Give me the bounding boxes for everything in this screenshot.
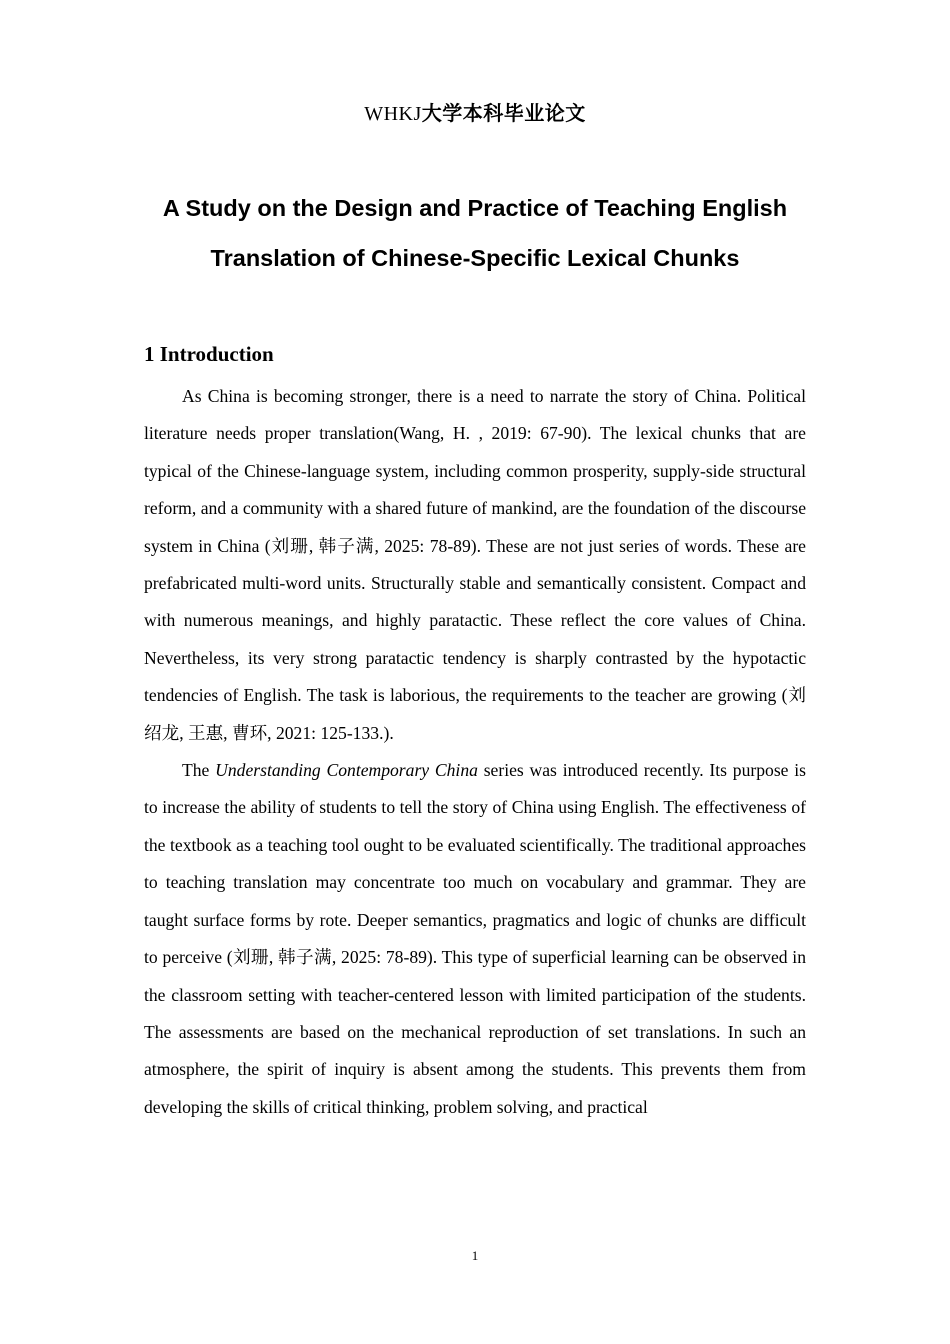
paragraph-2 bbox=[144, 752, 806, 1126]
paragraph-2-lead: The bbox=[182, 760, 216, 781]
running-header bbox=[0, 100, 950, 127]
title-line-1: A Study on the Design and Practice of Teaching English bbox=[162, 195, 788, 221]
paragraph-2-rest: series was introduced recently. Its purpose is to increase the ability of students to tell the story of China using English. The effectiveness of the textbook as a teaching tool ought to be evaluated scientifically. The traditional approaches to teaching translation may concentrate too much on vocabulary and grammar. They are taught surface forms by rote. Deeper semantics, pragmatics and logic of chunks are difficult to perceive (刘珊, 韩子满, 2025: 78-89). This type of superficial learning can be observed in the classroom setting with teacher-centered lesson with limited participation of the students. The assessments are based on the mechanical reproduction of set translations. In such an atmosphere, the spirit of inquiry is absent among the students. This prevents them from developing the skills of critical thinking, problem solving, and practical bbox=[144, 760, 807, 1117]
header-cjk: 大学本科毕业论文 bbox=[421, 101, 586, 125]
title-line-2: Translation of Chinese-Specific Lexical Chunks bbox=[210, 245, 740, 271]
page-number: 1 bbox=[471, 1248, 479, 1263]
paragraph-1: As China is becoming stronger, there is a need to narrate the story of China. Political literature needs proper translation(Wang, H. , 2019: 67-90). The lexical chunks that are typical of the Chinese-language system, including common prosperity, supply-side structural reform, and a community with a shared future of mankind, are the foundation of the discourse system in China (刘珊, 韩子满, 2025: 78-89). These are not just series of words. These are prefabricated multi-word units. Structurally stable and semantically consistent. Compact and with numerous meanings, and highly paratactic. These reflect the core values of China. Nevertheless, its very strong paratactic tendency is sharply contrasted by the hypotactic tendencies of English. The task is laborious, the requirements to the teacher are growing (刘绍龙, 王惠, 曹环, 2021: 125-133.). bbox=[144, 386, 806, 743]
header-latin: WHKJ bbox=[364, 103, 422, 125]
section-heading: 1 Introduction bbox=[144, 342, 274, 366]
book-title: Understanding Contemporary China bbox=[215, 760, 478, 781]
paper-title bbox=[120, 183, 830, 283]
body-text bbox=[144, 378, 806, 1126]
